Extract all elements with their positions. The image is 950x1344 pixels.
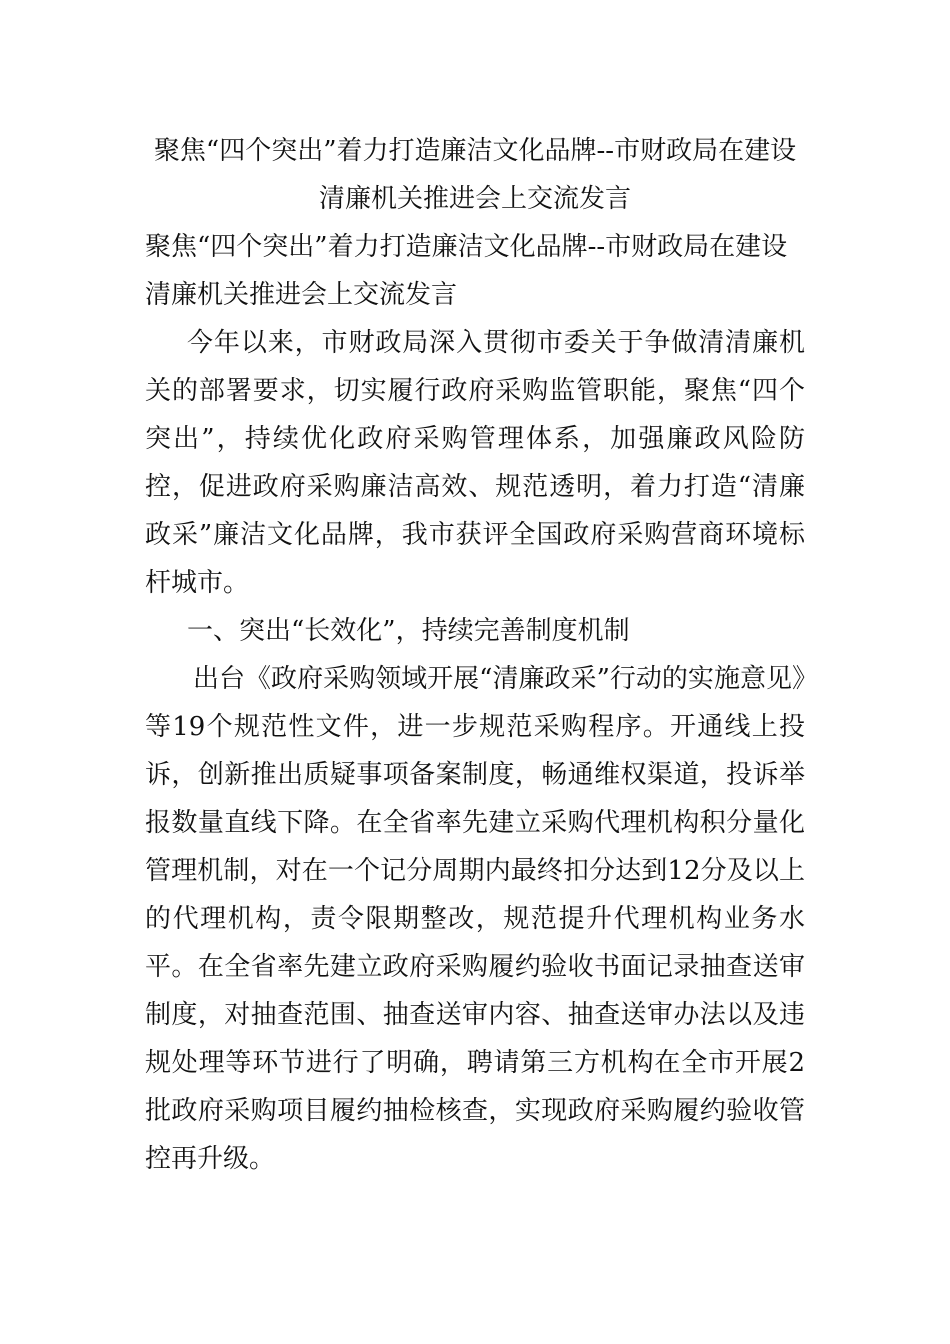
document-title: 聚焦“四个突出”着力打造廉洁文化品牌--市财政局在建设清廉机关推进会上交流发言	[153, 136, 797, 214]
document-subtitle: 聚焦“四个突出”着力打造廉洁文化品牌--市财政局在建设清廉机关推进会上交流发言	[145, 232, 788, 310]
intro-paragraph: 今年以来，市财政局深入贯彻市委关于争做清清廉机关的部署要求，切实履行政府采购监管职能，聚焦“四个突出”，持续优化政府采购管理体系，加强廉政风险防控，促进政府采购廉洁高效、规范透明，着力打造“清廉政采”廉洁文化品牌，我市获评全国政府采购营商环境标杆城市。	[145, 328, 805, 598]
document-content	[145, 127, 805, 1183]
section-1-heading: 一、突出“长效化”，持续完善制度机制	[187, 616, 630, 646]
section-1-paragraph: 出台《政府采购领域开展“清廉政采”行动的实施意见》等19个规范性文件，进一步规范采购程序。开通线上投诉，创新推出质疑事项备案制度，畅通维权渠道，投诉举报数量直线下降。在全省率先建立采购代理机构积分量化管理机制，对在一个记分周期内最终扣分达到12分及以上的代理机构，责令限期整改，规范提升代理机构业务水平。在全省率先建立政府采购履约验收书面记录抽查送审制度，对抽查范围、抽查送审内容、抽查送审办法以及违规处理等环节进行了明确，聘请第三方机构在全市开展2批政府采购项目履约抽检核查，实现政府采购履约验收管控再升级。	[145, 664, 805, 1174]
